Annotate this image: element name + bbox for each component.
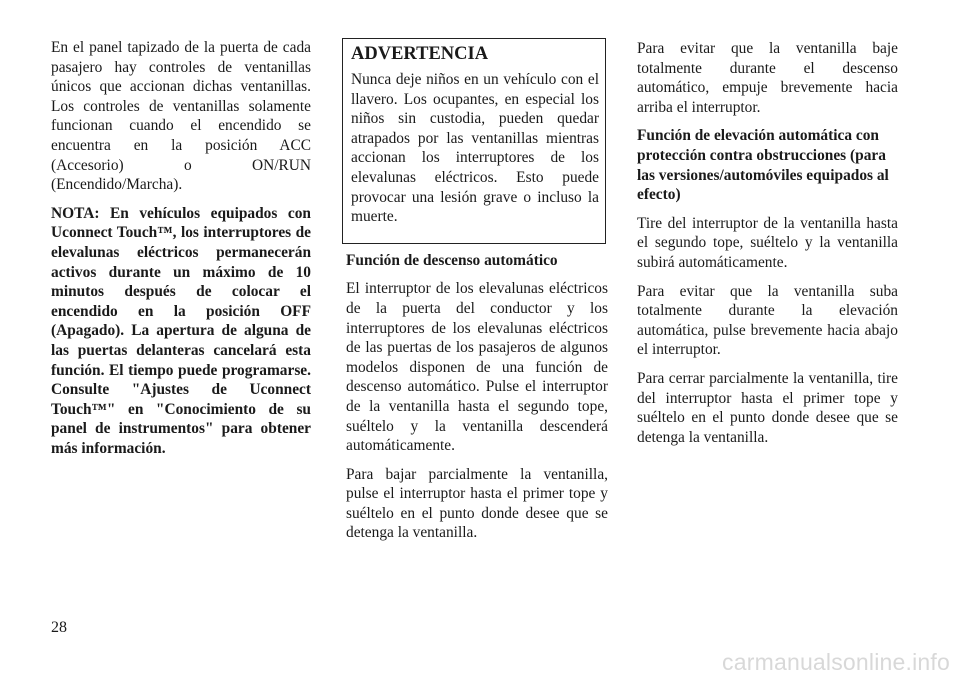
page-number: 28	[51, 619, 67, 636]
intro-paragraph: En el panel tapizado de la puerta de cada pasajero hay controles de ventanillas únicos que accionan dichas ventanillas. Los controles de ventanillas solamente funcionan cuando el encendido se encuentra en la posición ACC (Accesorio) o ON/RUN (Encendido/Marcha).	[51, 39, 311, 194]
note-paragraph: NOTA: En vehículos equipados con Uconnect Touch™, los interruptores de elevalunas eléctricos permanecerán activos durante un máximo de 10 minutos después de colocar el encendido en la posición OFF (Apagado). La apertura de alguna de las puertas delanteras cancelará esta función. El tiempo puede programarse. Consulte "Ajustes de Uconnect Touch™" en "Conocimiento de su panel de instrumentos" para obtener más información.	[51, 204, 311, 457]
column-left	[51, 38, 311, 467]
partial-close-paragraph: Para cerrar parcialmente la ventanilla, tire del interruptor hasta el primer tope y suéltelo en el punto donde desee que se detenga la ventanilla.	[637, 369, 898, 446]
auto-down-heading: Función de descenso automático	[346, 251, 558, 269]
column-right	[637, 39, 898, 456]
watermark[interactable]: carmanualsonline.info	[722, 649, 950, 675]
stop-auto-up-paragraph: Para evitar que la ventanilla suba totalmente durante la elevación automática, pulse brevemente hacia abajo el interruptor.	[637, 282, 898, 359]
auto-up-heading: Función de elevación automática con protección contra obstrucciones (para las versiones/automóviles equipados al efecto)	[637, 127, 889, 204]
warning-title: ADVERTENCIA	[351, 44, 489, 64]
auto-up-paragraph: Tire del interruptor de la ventanilla hasta el segundo tope, suéltelo y la ventanilla subirá automáticamente.	[637, 214, 898, 271]
warning-box	[342, 38, 606, 244]
partial-down-paragraph: Para bajar parcialmente la ventanilla, pulse el interruptor hasta el primer tope y suéltelo en el punto donde desee que se detenga la ventanilla.	[346, 465, 608, 542]
warning-text: Nunca deje niños en un vehículo con el llavero. Los ocupantes, en especial los niños sin custodia, pueden quedar atrapados por las ventanillas mientras accionan los interruptores de los elevalunas eléctricos. Esto puede provocar una lesión grave o incluso la muerte.	[351, 71, 599, 226]
auto-down-paragraph: El interruptor de los elevalunas eléctricos de la puerta del conductor y los interruptores de los elevalunas eléctricos de las puertas de los pasajeros de algunos modelos disponen de una función de descenso automático. Pulse el interruptor de la ventanilla hasta el segundo tope, suéltelo y la ventanilla descenderá automáticamente.	[346, 280, 608, 455]
stop-auto-down-paragraph: Para evitar que la ventanilla baje totalmente durante el descenso automático, empuje brevemente hacia arriba el interruptor.	[637, 40, 898, 116]
column-middle	[346, 38, 608, 552]
